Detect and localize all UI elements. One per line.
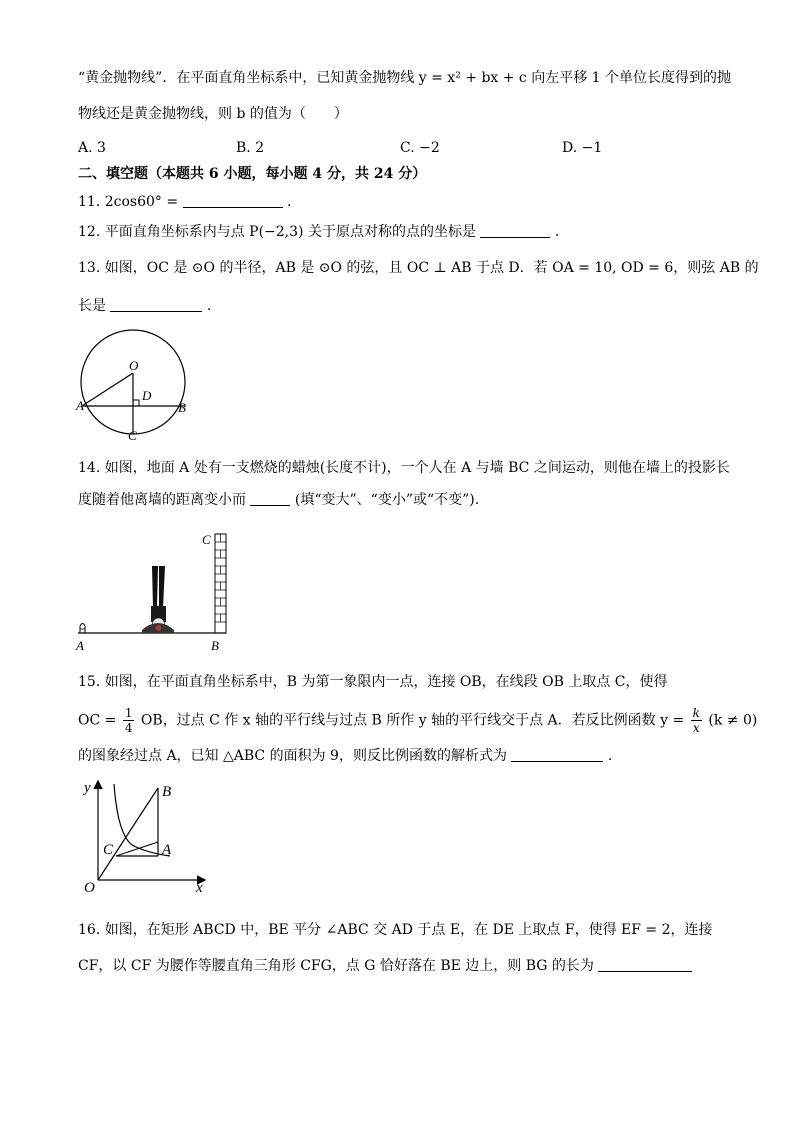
q11-text: 11. 2cos60° =: [78, 194, 179, 210]
q14-line2-text: 度随着他离墙的距离变小而: [78, 492, 246, 508]
person-icon: [142, 566, 174, 633]
q16-line2: [78, 956, 692, 976]
section-title: 二、填空题（本题共 6 小题，每小题 4 分，共 24 分）: [78, 166, 427, 182]
q15-label-c: C: [103, 842, 114, 858]
q15-label-b: B: [162, 784, 172, 800]
q13-label-d: D: [142, 388, 152, 403]
q13-label-a: A: [76, 398, 84, 413]
q12-end: .: [554, 224, 560, 240]
q14-line1: 14. 如图，地面 A 处有一支燃烧的蜡烛(长度不计)，一个人在 A 与墙 BC 之间运动，则他在墙上的投影长: [78, 460, 730, 476]
q14-label-a: A: [76, 638, 84, 653]
q15-fraction-quarter: [123, 706, 135, 735]
q13-answer-blank: [110, 297, 202, 312]
q13-end: .: [206, 298, 212, 314]
q14-label-c: C: [202, 532, 211, 547]
q13-label-b: B: [178, 400, 186, 415]
q12-answer-blank: [480, 223, 550, 238]
q14-answer-blank: [250, 491, 290, 506]
q12-text: 12. 平面直角坐标系内与点 P(−2,3) 关于原点对称的点的坐标是: [78, 224, 476, 240]
q16-line1: 16. 如图，在矩形 ABCD 中，BE 平分 ∠ABC 交 AD 于点 E，在 DE 上取点 F，使得 EF = 2，连接: [78, 922, 713, 938]
q10-option-a: A. 3: [78, 140, 106, 156]
q13-circle-figure: [72, 318, 202, 446]
q13-line1: 13. 如图，OC 是 ⊙O 的半径，AB 是 ⊙O 的弦，且 OC ⊥ AB 于点 D．若 OA = 10, OD = 6，则弦 AB 的: [78, 260, 759, 276]
q15-frac-den: 4: [124, 721, 133, 735]
q15-label-y: y: [84, 780, 91, 796]
q10-option-b: B. 2: [236, 140, 265, 156]
q12: [78, 222, 559, 242]
q13-label-o: O: [129, 358, 139, 373]
q15-fraction-kx: [691, 706, 702, 735]
q10-line1: “黄金抛物线”．在平面直角坐标系中，已知黄金抛物线 y = x² + bx + c 向左平移 1 个单位长度得到的抛: [78, 70, 732, 86]
q15-line2-tail: (k ≠ 0): [708, 712, 758, 729]
q15-line2-text: OB，过点 C 作 x 轴的平行线与过点 B 所作 y 轴的平行线交于点 A．若反比例函数 y =: [140, 712, 685, 729]
q11-end: .: [286, 194, 292, 210]
q10-option-d: D. −1: [562, 140, 603, 156]
q10-option-c: C. −2: [400, 140, 440, 156]
q14-label-b: B: [211, 638, 219, 653]
q16-line2-text: CF，以 CF 为腰作等腰直角三角形 CFG，点 G 恰好落在 BE 边上，则 BG 的长为: [78, 958, 594, 974]
q15-line1: 15. 如图，在平面直角坐标系中，B 为第一象限内一点，连接 OB，在线段 OB 上取点 C，使得: [78, 674, 668, 690]
q15-answer-blank: [511, 747, 603, 762]
q13-label-c: C: [128, 428, 137, 443]
q11: [78, 192, 291, 212]
q14-line2-tail: (填“变大”、“变小”或“不变”).: [294, 492, 480, 508]
q15-oc-text: OC =: [78, 712, 117, 729]
q15-frac2-num: k: [692, 706, 700, 720]
q15-line3-text: 的图象经过点 A，已知 △ABC 的面积为 9，则反比例函数的解析式为: [78, 748, 507, 764]
q15-label-o: O: [84, 880, 95, 896]
q10-line2: 物线还是黄金抛物线，则 b 的值为（ ）: [78, 106, 348, 122]
q13-line2: [78, 296, 211, 316]
q14-candle-wall-figure: [72, 528, 242, 654]
q15-end: .: [607, 748, 613, 764]
q15-label-a: A: [162, 842, 172, 858]
q16-answer-blank: [598, 957, 692, 972]
q13-line2-text: 长是: [78, 298, 106, 314]
q15-label-x: x: [196, 880, 203, 896]
q15-line3: [78, 746, 612, 766]
q15-frac-num: 1: [124, 706, 133, 720]
q15-frac2-den: x: [692, 721, 700, 735]
q14-line2: [78, 490, 479, 510]
q15-line2: [78, 706, 757, 738]
q11-answer-blank: [183, 193, 283, 208]
q15-coordinate-figure: [76, 772, 216, 898]
